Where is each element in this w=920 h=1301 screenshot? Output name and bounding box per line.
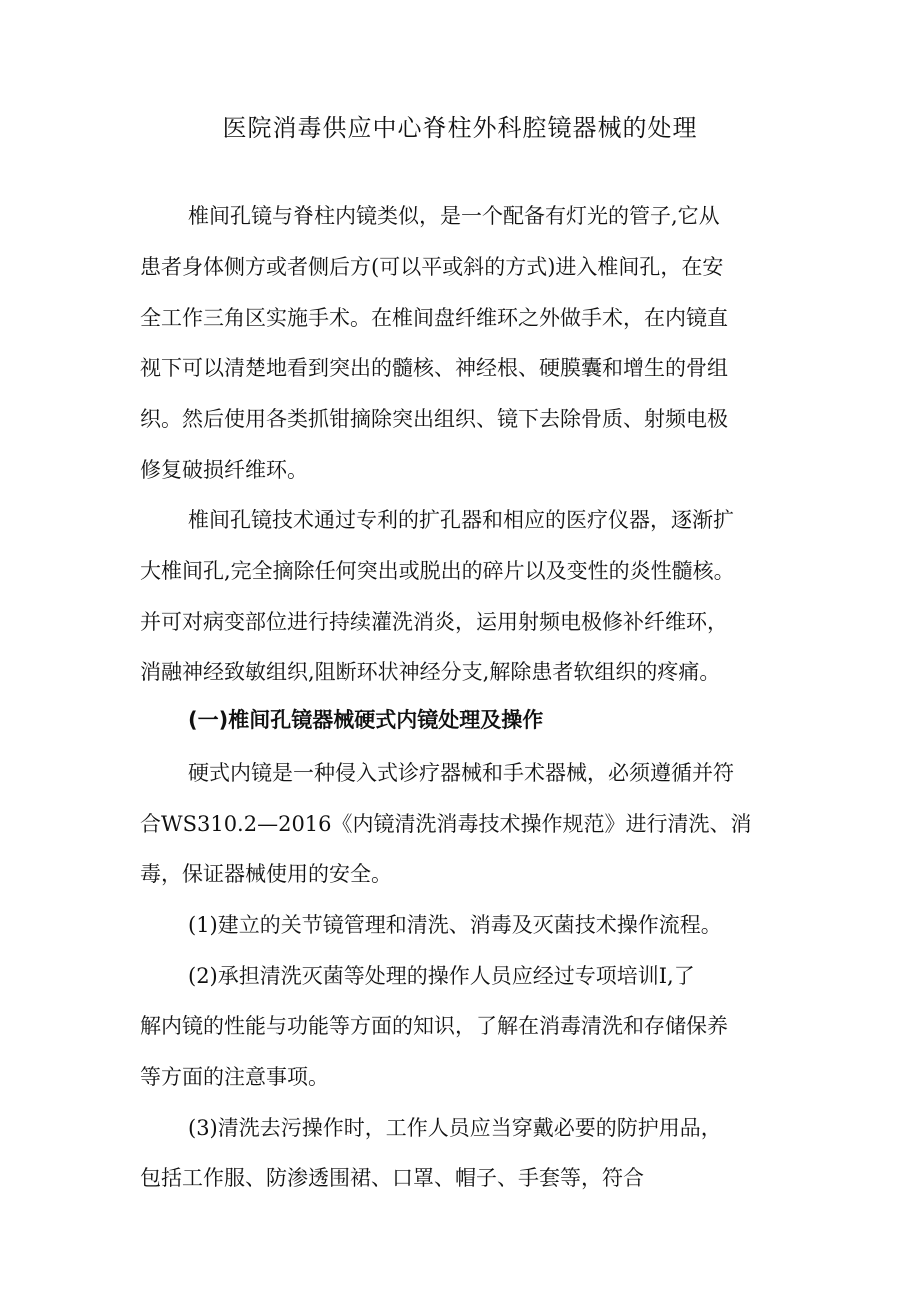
paragraph-line: 患者身体侧方或者侧后方(可以平或斜的方式)进入椎间孔，在安 — [140, 255, 724, 279]
paragraph-line: 合WS310.2—2016《内镜清洗消毒技术操作规范》进行清洗、消 — [140, 812, 752, 836]
paragraph-line: 消融神经致敏组织,阻断环状神经分支,解除患者软组织的疼痛。 — [140, 660, 721, 684]
list-item: (1)建立的关节镜管理和清洗、消毒及灭菌技术操作流程。 — [188, 913, 722, 937]
list-item: (2)承担清洗灭菌等处理的操作人员应经过专项培训I,了 — [188, 964, 695, 988]
paragraph-line: 并可对病变部位进行持续灌洗消炎，运用射频电极修补纤维环， — [140, 610, 728, 634]
paragraph-line: 大椎间孔,完全摘除任何突出或脱出的碎片以及变性的炎性髓核。 — [140, 559, 735, 583]
paragraph-line: 视下可以清楚地看到突出的髓核、神经根、硬膜囊和增生的骨组 — [140, 356, 728, 380]
paragraph-line: 等方面的注意事项。 — [140, 1065, 329, 1089]
list-item: (3)清洗去污操作时，工作人员应当穿戴必要的防护用品， — [188, 1116, 722, 1140]
paragraph-line: 毒，保证器械使用的安全。 — [140, 862, 392, 886]
section-heading: (一)椎间孔镜器械硬式内镜处理及操作 — [188, 708, 544, 732]
paragraph-line: 织。然后使用各类抓钳摘除突出组织、镜下去除骨质、射频电极 — [140, 407, 728, 431]
paragraph-line: 包括工作服、防渗透围裙、口罩、帽子、手套等，符合 — [140, 1166, 644, 1190]
document-title: 医院消毒供应中心脊柱外科腔镜器械的处理 — [222, 114, 698, 142]
paragraph-line: 硬式内镜是一种侵入式诊疗器械和手术器械，必须遵循并符 — [188, 761, 734, 785]
paragraph-line: 修复破损纤维环。 — [140, 458, 308, 482]
paragraph-line: 全工作三角区实施手术。在椎间盘纤维环之外做手术，在内镜直 — [140, 306, 728, 330]
paragraph-line: 椎间孔镜与脊柱内镜类似，是一个配备有灯光的管子,它从 — [188, 204, 720, 228]
paragraph-line: 解内镜的性能与功能等方面的知识，了解在消毒清洗和存储保养 — [140, 1014, 728, 1038]
paragraph-line: 椎间孔镜技术通过专利的扩孔器和相应的医疗仪器，逐渐扩 — [188, 508, 734, 532]
